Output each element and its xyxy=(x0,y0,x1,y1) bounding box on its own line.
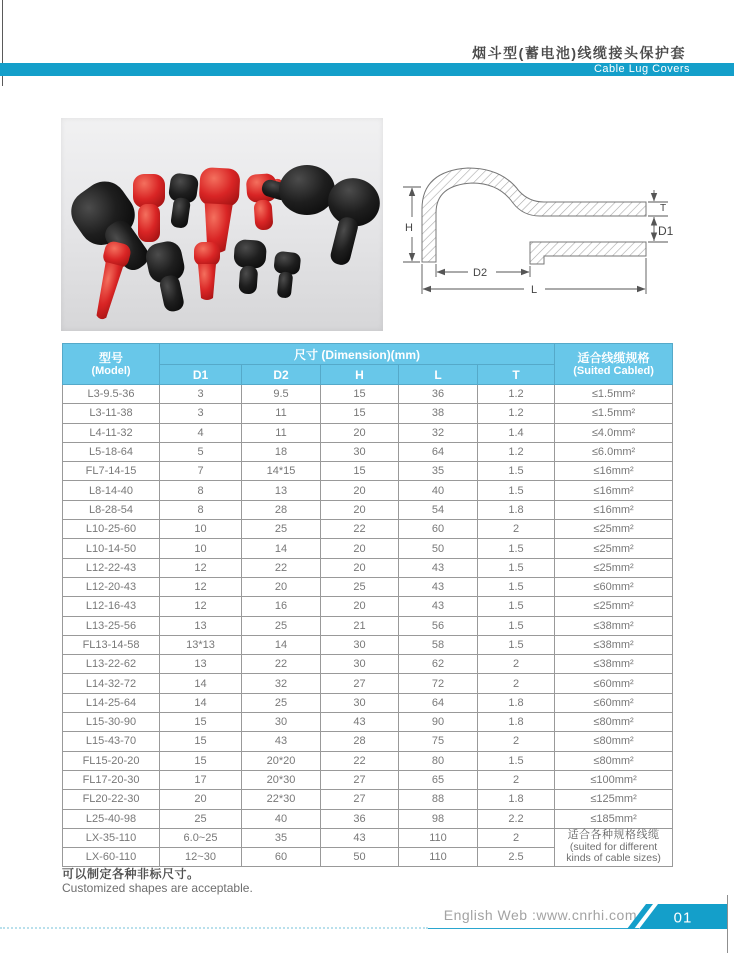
dimension-diagram xyxy=(392,145,690,312)
t-cell: 1.2 xyxy=(478,442,555,461)
model-cell: L15-30-90 xyxy=(63,713,160,732)
d1-cell: 15 xyxy=(160,751,242,770)
model-cell: L14-32-72 xyxy=(63,674,160,693)
dimension-table xyxy=(62,343,673,867)
cable-lug-covers-illustration xyxy=(61,118,383,331)
page-title-english: Cable Lug Covers xyxy=(593,63,690,75)
d2-cell: 25 xyxy=(242,693,321,712)
table-row xyxy=(63,828,673,847)
t-cell: 2.2 xyxy=(478,809,555,828)
d2-cell: 32 xyxy=(242,674,321,693)
h-cell: 22 xyxy=(321,751,399,770)
d2-cell: 22 xyxy=(242,558,321,577)
d2-cell: 40 xyxy=(242,809,321,828)
dim-label-l: L xyxy=(531,284,538,296)
h-cell: 15 xyxy=(321,385,399,404)
h-cell: 20 xyxy=(321,539,399,558)
notes xyxy=(62,868,253,895)
l-cell: 36 xyxy=(399,385,478,404)
model-header: 型号 (Model) xyxy=(63,344,160,385)
t-cell: 1.2 xyxy=(478,404,555,423)
table-row xyxy=(63,770,673,789)
d1-cell: 13 xyxy=(160,655,242,674)
table-body xyxy=(63,385,673,867)
d1-cell: 5 xyxy=(160,442,242,461)
l-cell: 64 xyxy=(399,693,478,712)
suited-cell: ≤1.5mm² xyxy=(555,404,673,423)
model-cell: L10-14-50 xyxy=(63,539,160,558)
d1-cell: 13 xyxy=(160,616,242,635)
d1-cell: 3 xyxy=(160,404,242,423)
l-cell: 90 xyxy=(399,713,478,732)
d1-cell: 17 xyxy=(160,770,242,789)
suited-cell: ≤16mm² xyxy=(555,500,673,519)
l-cell: 43 xyxy=(399,558,478,577)
d1-cell: 4 xyxy=(160,423,242,442)
model-cell: L13-25-56 xyxy=(63,616,160,635)
dimension-header: 尺寸 (Dimension)(mm) xyxy=(160,344,555,365)
l-cell: 88 xyxy=(399,790,478,809)
d2-cell: 14 xyxy=(242,539,321,558)
l-cell: 54 xyxy=(399,500,478,519)
h-cell: 30 xyxy=(321,693,399,712)
model-cell: L14-25-64 xyxy=(63,693,160,712)
col-header-l: L xyxy=(399,365,478,385)
h-cell: 43 xyxy=(321,713,399,732)
l-cell: 72 xyxy=(399,674,478,693)
table-row xyxy=(63,713,673,732)
h-cell: 28 xyxy=(321,732,399,751)
d2-cell: 20*30 xyxy=(242,770,321,789)
table-row xyxy=(63,597,673,616)
d2-cell: 9.5 xyxy=(242,385,321,404)
suited-cell: ≤80mm² xyxy=(555,732,673,751)
d1-cell: 25 xyxy=(160,809,242,828)
model-cell: FL17-20-30 xyxy=(63,770,160,789)
model-cell: L13-22-62 xyxy=(63,655,160,674)
t-cell: 1.5 xyxy=(478,751,555,770)
table-row xyxy=(63,732,673,751)
col-header-d1: D1 xyxy=(160,365,242,385)
suited-cell: ≤38mm² xyxy=(555,635,673,654)
dim-label-h: H xyxy=(405,222,413,234)
d2-cell: 20 xyxy=(242,577,321,596)
l-cell: 75 xyxy=(399,732,478,751)
footer-dotted-rule xyxy=(0,927,428,929)
h-cell: 15 xyxy=(321,404,399,423)
suited-cell-merged: 适合各种规格线缆 (suited for different kinds of cable sizes) xyxy=(555,828,673,867)
l-cell: 110 xyxy=(399,848,478,867)
l-cell: 64 xyxy=(399,442,478,461)
table-row xyxy=(63,616,673,635)
d2-cell: 16 xyxy=(242,597,321,616)
bottom-right-rule xyxy=(727,895,728,953)
h-cell: 36 xyxy=(321,809,399,828)
note-chinese: 可以制定各种非标尺寸。 xyxy=(62,867,200,881)
d2-cell: 11 xyxy=(242,423,321,442)
d2-cell: 20*20 xyxy=(242,751,321,770)
t-cell: 1.5 xyxy=(478,635,555,654)
t-cell: 2 xyxy=(478,674,555,693)
t-cell: 1.2 xyxy=(478,385,555,404)
suited-cell: ≤25mm² xyxy=(555,558,673,577)
model-cell: LX-60-110 xyxy=(63,848,160,867)
h-cell: 20 xyxy=(321,558,399,577)
t-cell: 1.5 xyxy=(478,558,555,577)
h-cell: 22 xyxy=(321,520,399,539)
col-header-h: H xyxy=(321,365,399,385)
model-cell: L5-18-64 xyxy=(63,442,160,461)
page-number-badge xyxy=(610,903,728,938)
table-row xyxy=(63,655,673,674)
suited-cell: ≤1.5mm² xyxy=(555,385,673,404)
l-cell: 65 xyxy=(399,770,478,789)
t-cell: 1.5 xyxy=(478,462,555,481)
l-cell: 43 xyxy=(399,577,478,596)
l-cell: 60 xyxy=(399,520,478,539)
h-cell: 43 xyxy=(321,828,399,847)
t-cell: 1.8 xyxy=(478,693,555,712)
d1-cell: 14 xyxy=(160,674,242,693)
suited-cell: ≤125mm² xyxy=(555,790,673,809)
suited-cell: ≤4.0mm² xyxy=(555,423,673,442)
h-cell: 20 xyxy=(321,481,399,500)
l-cell: 58 xyxy=(399,635,478,654)
d1-cell: 10 xyxy=(160,520,242,539)
suited-cell: ≤185mm² xyxy=(555,809,673,828)
d2-cell: 11 xyxy=(242,404,321,423)
table-row xyxy=(63,500,673,519)
l-cell: 80 xyxy=(399,751,478,770)
t-cell: 2 xyxy=(478,732,555,751)
model-cell: FL13-14-58 xyxy=(63,635,160,654)
d2-cell: 30 xyxy=(242,713,321,732)
h-cell: 50 xyxy=(321,848,399,867)
h-cell: 30 xyxy=(321,655,399,674)
d1-cell: 12 xyxy=(160,597,242,616)
d1-cell: 12 xyxy=(160,577,242,596)
l-cell: 62 xyxy=(399,655,478,674)
d2-cell: 60 xyxy=(242,848,321,867)
d2-cell: 22*30 xyxy=(242,790,321,809)
suited-cell: ≤25mm² xyxy=(555,539,673,558)
suited-cell: ≤6.0mm² xyxy=(555,442,673,461)
note-english: Customized shapes are acceptable. xyxy=(62,881,253,895)
l-cell: 98 xyxy=(399,809,478,828)
model-cell: L15-43-70 xyxy=(63,732,160,751)
table-row xyxy=(63,539,673,558)
l-cell: 38 xyxy=(399,404,478,423)
h-cell: 27 xyxy=(321,790,399,809)
t-cell: 1.4 xyxy=(478,423,555,442)
model-cell: L12-20-43 xyxy=(63,577,160,596)
t-cell: 1.5 xyxy=(478,616,555,635)
h-cell: 25 xyxy=(321,577,399,596)
h-cell: 30 xyxy=(321,442,399,461)
table-row xyxy=(63,751,673,770)
model-cell: LX-35-110 xyxy=(63,828,160,847)
suited-cell: ≤38mm² xyxy=(555,616,673,635)
suited-cell: ≤25mm² xyxy=(555,520,673,539)
model-cell: L3-11-38 xyxy=(63,404,160,423)
t-cell: 1.5 xyxy=(478,577,555,596)
table-header xyxy=(63,344,673,385)
d2-cell: 35 xyxy=(242,828,321,847)
table-row xyxy=(63,404,673,423)
model-cell: L8-14-40 xyxy=(63,481,160,500)
t-cell: 1.8 xyxy=(478,713,555,732)
l-cell: 56 xyxy=(399,616,478,635)
d1-cell: 3 xyxy=(160,385,242,404)
d1-cell: 10 xyxy=(160,539,242,558)
d2-cell: 13 xyxy=(242,481,321,500)
l-cell: 40 xyxy=(399,481,478,500)
l-cell: 110 xyxy=(399,828,478,847)
t-cell: 2 xyxy=(478,770,555,789)
t-cell: 1.5 xyxy=(478,481,555,500)
model-cell: L8-28-54 xyxy=(63,500,160,519)
d2-cell: 28 xyxy=(242,500,321,519)
t-cell: 1.5 xyxy=(478,597,555,616)
model-cell: L10-25-60 xyxy=(63,520,160,539)
h-cell: 20 xyxy=(321,423,399,442)
model-cell: L25-40-98 xyxy=(63,809,160,828)
section-lower-wall xyxy=(530,242,646,264)
model-cell: L12-16-43 xyxy=(63,597,160,616)
dim-label-d2: D2 xyxy=(473,267,488,279)
d1-cell: 6.0~25 xyxy=(160,828,242,847)
table-row xyxy=(63,693,673,712)
h-cell: 27 xyxy=(321,674,399,693)
d1-cell: 12~30 xyxy=(160,848,242,867)
table-row xyxy=(63,674,673,693)
footer-solid-rule xyxy=(428,928,639,929)
dim-label-t: T xyxy=(660,203,667,214)
d2-cell: 25 xyxy=(242,616,321,635)
d1-cell: 8 xyxy=(160,500,242,519)
table-row xyxy=(63,481,673,500)
col-header-d2: D2 xyxy=(242,365,321,385)
model-cell: FL20-22-30 xyxy=(63,790,160,809)
model-cell: FL15-20-20 xyxy=(63,751,160,770)
d2-cell: 14 xyxy=(242,635,321,654)
t-cell: 2 xyxy=(478,520,555,539)
model-cell: L3-9.5-36 xyxy=(63,385,160,404)
page-number: 01 xyxy=(673,909,693,927)
suited-cell: ≤60mm² xyxy=(555,693,673,712)
suited-cell: ≤16mm² xyxy=(555,462,673,481)
h-cell: 15 xyxy=(321,462,399,481)
suited-cell: ≤60mm² xyxy=(555,577,673,596)
model-cell: L12-22-43 xyxy=(63,558,160,577)
model-cell: FL7-14-15 xyxy=(63,462,160,481)
table-row xyxy=(63,423,673,442)
d1-cell: 15 xyxy=(160,732,242,751)
title-bar xyxy=(0,63,734,76)
d1-cell: 14 xyxy=(160,693,242,712)
table-row xyxy=(63,462,673,481)
d1-cell: 15 xyxy=(160,713,242,732)
l-cell: 43 xyxy=(399,597,478,616)
h-cell: 30 xyxy=(321,635,399,654)
table-row xyxy=(63,558,673,577)
d2-cell: 14*15 xyxy=(242,462,321,481)
col-header-t: T xyxy=(478,365,555,385)
t-cell: 2.5 xyxy=(478,848,555,867)
t-cell: 1.8 xyxy=(478,500,555,519)
table-row xyxy=(63,442,673,461)
suited-cell: ≤38mm² xyxy=(555,655,673,674)
suited-cell: ≤80mm² xyxy=(555,751,673,770)
h-cell: 27 xyxy=(321,770,399,789)
model-cell: L4-11-32 xyxy=(63,423,160,442)
suited-cell: ≤16mm² xyxy=(555,481,673,500)
d2-cell: 22 xyxy=(242,655,321,674)
table-row xyxy=(63,577,673,596)
table-row xyxy=(63,790,673,809)
d1-cell: 20 xyxy=(160,790,242,809)
table-row xyxy=(63,809,673,828)
d2-cell: 18 xyxy=(242,442,321,461)
d1-cell: 12 xyxy=(160,558,242,577)
h-cell: 20 xyxy=(321,597,399,616)
table-row xyxy=(63,635,673,654)
table-row xyxy=(63,385,673,404)
l-cell: 35 xyxy=(399,462,478,481)
bottom-row-covers xyxy=(88,239,301,322)
suited-cell: ≤100mm² xyxy=(555,770,673,789)
t-cell: 2 xyxy=(478,828,555,847)
dim-label-d1: D1 xyxy=(658,224,674,238)
suited-cell: ≤60mm² xyxy=(555,674,673,693)
page-title-chinese: 烟斗型(蓄电池)线缆接头保护套 xyxy=(472,45,686,61)
t-cell: 1.5 xyxy=(478,539,555,558)
h-cell: 20 xyxy=(321,500,399,519)
product-photo xyxy=(61,118,383,331)
h-cell: 21 xyxy=(321,616,399,635)
t-cell: 2 xyxy=(478,655,555,674)
d1-cell: 8 xyxy=(160,481,242,500)
suited-header: 适合线缆规格 (Suited Cabled) xyxy=(555,344,673,385)
d2-cell: 25 xyxy=(242,520,321,539)
suited-cell: ≤25mm² xyxy=(555,597,673,616)
d2-cell: 43 xyxy=(242,732,321,751)
website-text: English Web :www.cnrhi.com xyxy=(443,907,637,923)
d1-cell: 13*13 xyxy=(160,635,242,654)
t-cell: 1.8 xyxy=(478,790,555,809)
d1-cell: 7 xyxy=(160,462,242,481)
suited-cell: ≤80mm² xyxy=(555,713,673,732)
l-cell: 32 xyxy=(399,423,478,442)
table-row xyxy=(63,520,673,539)
l-cell: 50 xyxy=(399,539,478,558)
